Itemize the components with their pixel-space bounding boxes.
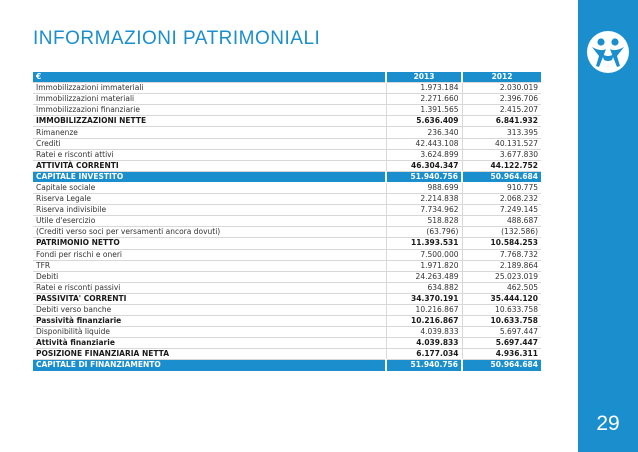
table-header-row bbox=[33, 72, 541, 83]
table-row bbox=[33, 149, 541, 160]
value-2012: 44.122.752 bbox=[462, 160, 541, 171]
page-title: INFORMAZIONI PATRIMONIALI bbox=[33, 28, 321, 49]
row-label: ATTIVITÀ CORRENTI bbox=[33, 160, 386, 171]
row-label: Attività finanziarie bbox=[33, 338, 386, 349]
value-2013: 10.216.867 bbox=[386, 316, 462, 327]
value-2013: 1.971.820 bbox=[386, 260, 462, 271]
value-2012: 910.775 bbox=[462, 182, 541, 193]
value-2012: 2.396.706 bbox=[462, 94, 541, 105]
table-row bbox=[33, 260, 541, 271]
row-label: PASSIVITA' CORRENTI bbox=[33, 293, 386, 304]
table-row bbox=[33, 171, 541, 182]
table-row bbox=[33, 160, 541, 171]
value-2013: 7.734.962 bbox=[386, 205, 462, 216]
table-row bbox=[33, 127, 541, 138]
value-2012: 10.633.758 bbox=[462, 316, 541, 327]
table-row bbox=[33, 194, 541, 205]
row-label: CAPITALE INVESTITO bbox=[33, 171, 386, 182]
row-label: Crediti bbox=[33, 138, 386, 149]
table-row bbox=[33, 327, 541, 338]
sidebar-band bbox=[578, 0, 638, 452]
table-row bbox=[33, 94, 541, 105]
value-2013: 6.177.034 bbox=[386, 349, 462, 360]
value-2013: 10.216.867 bbox=[386, 304, 462, 315]
row-label: PATRIMONIO NETTO bbox=[33, 238, 386, 249]
table-row bbox=[33, 293, 541, 304]
value-2013: 11.393.531 bbox=[386, 238, 462, 249]
value-2013: 3.624.899 bbox=[386, 149, 462, 160]
value-2012: 10.633.758 bbox=[462, 304, 541, 315]
value-2013: 236.340 bbox=[386, 127, 462, 138]
value-2013: 4.039.833 bbox=[386, 327, 462, 338]
table-row bbox=[33, 271, 541, 282]
row-label: Immobilizzazioni immateriali bbox=[33, 83, 386, 94]
value-2013: 4.039.833 bbox=[386, 338, 462, 349]
value-2012: 2.415.207 bbox=[462, 105, 541, 116]
value-2012: 50.964.684 bbox=[462, 171, 541, 182]
table-row bbox=[33, 304, 541, 315]
value-2012: 10.584.253 bbox=[462, 238, 541, 249]
value-2013: 24.263.489 bbox=[386, 271, 462, 282]
table-row bbox=[33, 227, 541, 238]
row-label: Fondi per rischi e oneri bbox=[33, 249, 386, 260]
value-2013: 634.882 bbox=[386, 282, 462, 293]
value-2013: 51.940.756 bbox=[386, 360, 462, 371]
row-label: Riserva indivisibile bbox=[33, 205, 386, 216]
row-label: Ratei e risconti passivi bbox=[33, 282, 386, 293]
value-2013: 34.370.191 bbox=[386, 293, 462, 304]
value-2013: 42.443.108 bbox=[386, 138, 462, 149]
row-label: TFR bbox=[33, 260, 386, 271]
year-2013-header: 2013 bbox=[386, 72, 462, 83]
row-label: POSIZIONE FINANZIARIA NETTA bbox=[33, 349, 386, 360]
row-label: Passività finanziarie bbox=[33, 316, 386, 327]
value-2012: 2.189.864 bbox=[462, 260, 541, 271]
table-row bbox=[33, 216, 541, 227]
value-2012: 40.131.527 bbox=[462, 138, 541, 149]
row-label: Immobilizzazioni finanziarie bbox=[33, 105, 386, 116]
value-2012: 4.936.311 bbox=[462, 349, 541, 360]
value-2012: 25.023.019 bbox=[462, 271, 541, 282]
value-2013: 988.699 bbox=[386, 182, 462, 193]
value-2012: 35.444.120 bbox=[462, 293, 541, 304]
financial-table bbox=[33, 72, 541, 372]
value-2012: 462.505 bbox=[462, 282, 541, 293]
row-label: Debiti bbox=[33, 271, 386, 282]
value-2012: 7.768.732 bbox=[462, 249, 541, 260]
value-2013: 1.391.565 bbox=[386, 105, 462, 116]
value-2012: 6.841.932 bbox=[462, 116, 541, 127]
value-2013: 2.271.660 bbox=[386, 94, 462, 105]
value-2012: 313.395 bbox=[462, 127, 541, 138]
year-2012-header: 2012 bbox=[462, 72, 541, 83]
value-2013: 518.828 bbox=[386, 216, 462, 227]
row-label: Utile d'esercizio bbox=[33, 216, 386, 227]
row-label: Capitale sociale bbox=[33, 182, 386, 193]
value-2012: 5.697.447 bbox=[462, 327, 541, 338]
table-row bbox=[33, 83, 541, 94]
table-row bbox=[33, 116, 541, 127]
value-2012: 50.964.684 bbox=[462, 360, 541, 371]
value-2012: 488.687 bbox=[462, 216, 541, 227]
table-row bbox=[33, 238, 541, 249]
two-people-logo-icon bbox=[586, 30, 630, 74]
row-label: (Crediti verso soci per versamenti ancora dovuti) bbox=[33, 227, 386, 238]
table-row bbox=[33, 316, 541, 327]
table-row bbox=[33, 338, 541, 349]
table-row bbox=[33, 282, 541, 293]
value-2012: 5.697.447 bbox=[462, 338, 541, 349]
value-2013: 2.214.838 bbox=[386, 194, 462, 205]
value-2012: 2.068.232 bbox=[462, 194, 541, 205]
value-2013: 7.500.000 bbox=[386, 249, 462, 260]
table-row bbox=[33, 105, 541, 116]
row-label: IMMOBILIZZAZIONI NETTE bbox=[33, 116, 386, 127]
row-label: Riserva Legale bbox=[33, 194, 386, 205]
value-2013: 5.636.409 bbox=[386, 116, 462, 127]
row-label: Immobilizzazioni materiali bbox=[33, 94, 386, 105]
row-label: Disponibilità liquide bbox=[33, 327, 386, 338]
row-label: Debiti verso banche bbox=[33, 304, 386, 315]
value-2012: 3.677.830 bbox=[462, 149, 541, 160]
value-2013: 46.304.347 bbox=[386, 160, 462, 171]
value-2013: (63.796) bbox=[386, 227, 462, 238]
table-row bbox=[33, 360, 541, 371]
value-2012: 2.030.019 bbox=[462, 83, 541, 94]
row-label: Ratei e risconti attivi bbox=[33, 149, 386, 160]
table-row bbox=[33, 205, 541, 216]
table-row bbox=[33, 249, 541, 260]
value-2013: 51.940.756 bbox=[386, 171, 462, 182]
value-2012: (132.586) bbox=[462, 227, 541, 238]
value-2013: 1.973.184 bbox=[386, 83, 462, 94]
table-row bbox=[33, 349, 541, 360]
table-row bbox=[33, 182, 541, 193]
row-label: CAPITALE DI FINANZIAMENTO bbox=[33, 360, 386, 371]
page-number: 29 bbox=[596, 412, 620, 435]
row-label: Rimanenze bbox=[33, 127, 386, 138]
value-2012: 7.249.145 bbox=[462, 205, 541, 216]
currency-header: € bbox=[33, 72, 386, 83]
table-row bbox=[33, 138, 541, 149]
